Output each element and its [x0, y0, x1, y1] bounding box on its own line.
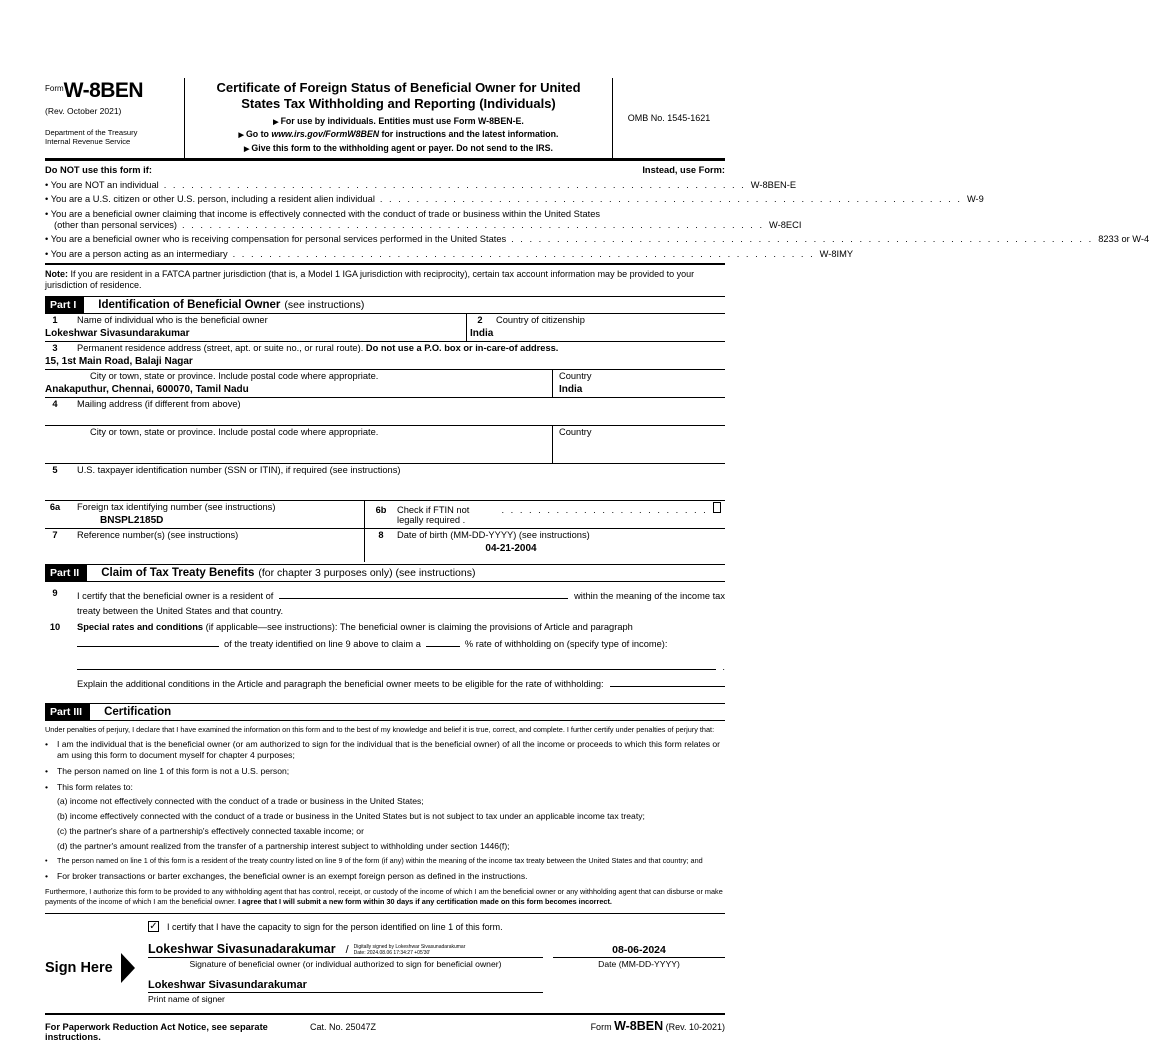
certification-subitem: (b) income effectively connected with the conduct of a trade or business in the United States but is not subject to tax under an applicable income tax treaty;	[57, 811, 645, 822]
signature-caption: Signature of beneficial owner (or individual authorized to sign for beneficial owner)	[189, 959, 502, 970]
line7-line8-row	[45, 529, 725, 562]
capacity-to-sign-label: I certify that I have the capacity to sign for the person identified on line 1 of this form.	[167, 921, 503, 932]
perjury-intro: Under penalties of perjury, I declare that I have examined the information on this form and to the best of my knowledge and belief it is true, correct, and complete. I further certify under penalties of perjury that:	[45, 724, 715, 734]
us-tin-field[interactable]	[45, 478, 725, 490]
bullet-icon: •	[45, 179, 49, 190]
redirect-form-name: W-9	[966, 194, 984, 205]
line-number: 6b	[375, 504, 387, 515]
line1-line2-row	[45, 314, 725, 342]
pointer-icon: ▶	[238, 132, 244, 140]
line5-row	[45, 464, 725, 491]
do-not-use-item: • You are NOT an individual . . . W-8BEN-E	[45, 180, 725, 190]
form-title-line1: Certificate of Foreign Status of Beneficial Owner for United	[216, 80, 581, 95]
part3-header	[45, 703, 725, 721]
signature-date-field[interactable]: 08-06-2024	[553, 942, 725, 958]
digital-signature-stamp: Digitally signed by Lokeshwar Sivasunadarakumar Date: 2024.08.06 17:34:27 +05'30'	[353, 943, 466, 957]
city-label: City or town, state or province. Include postal code where appropriate.	[90, 370, 379, 381]
form-title-block	[185, 78, 613, 158]
line-number: 10	[49, 621, 61, 632]
certification-subitem: (a) income not effectively connected with the conduct of a trade or business in the United States;	[57, 796, 424, 807]
line9-text: treaty between the United States and that country.	[77, 605, 284, 616]
beneficial-owner-name-field[interactable]: Lokeshwar Sivasundarakumar	[45, 327, 190, 339]
line7-label: Reference number(s) (see instructions)	[77, 529, 239, 540]
part3-title: Certification	[104, 705, 172, 718]
city-label: City or town, state or province. Include postal code where appropriate.	[90, 426, 379, 437]
ftin-field[interactable]: BNSPL2185D	[100, 514, 164, 526]
line8-label: Date of birth (MM-DD-YYYY) (see instructions)	[397, 529, 590, 540]
mailing-city-country-row	[45, 426, 725, 464]
citizenship-country-field[interactable]: India	[470, 327, 494, 339]
certification-bullet: • For broker transactions or barter exchanges, the beneficial owner is an exempt foreign person as defined in the instructions.	[45, 870, 528, 881]
bullet-icon: •	[45, 765, 49, 776]
bullet-icon: •	[45, 194, 49, 205]
do-not-use-section	[45, 161, 1149, 265]
redirect-form-name: W-8ECI	[769, 219, 802, 230]
article-paragraph-field[interactable]	[77, 636, 219, 647]
header-instruction-3: ▶ Give this form to the withholding agent or payer. Do not send to the IRS.	[244, 143, 553, 154]
dot-leaders	[502, 505, 708, 515]
line-number: 1	[52, 314, 58, 325]
form-title-line2: States Tax Withholding and Reporting (Individuals)	[241, 96, 556, 112]
line10-period: .	[722, 661, 725, 672]
do-not-use-item: • You are a beneficial owner who is receiving compensation for personal services performed in the United States . . . 8233 or W-4	[45, 234, 725, 244]
slash-icon: /	[345, 944, 349, 957]
line3-row	[45, 342, 725, 370]
additional-conditions-field[interactable]	[610, 676, 725, 687]
certification-subitem: (c) the partner's share of a partnership's effectively connected taxable income; or	[57, 825, 364, 836]
line6b-label: Check if FTIN not legally required .	[397, 504, 470, 525]
line6-row	[45, 500, 725, 529]
fatca-note: Note: If you are resident in a FATCA partner jurisdiction (that is, a Model 1 IGA jurisdiction with reciprocity), certain tax account information may be provided to your jurisdiction of residence.	[45, 268, 695, 291]
pointer-icon: ▶	[244, 146, 250, 154]
line10-text: (if applicable—see instructions): The beneficial owner is claiming the provisions of Article and paragraph	[203, 621, 633, 632]
form-revision: (Rev. October 2021)	[45, 106, 122, 116]
certification-bullet: • The person named on line 1 of this form is a resident of the treaty country listed on line 9 of the form (if any) within the meaning of the income tax treaty between the United States and that country; and	[45, 856, 703, 866]
line6a-label: Foreign tax identifying number (see instructions)	[77, 501, 276, 512]
pointer-icon: ▶	[273, 118, 279, 126]
withholding-rate-field[interactable]	[426, 636, 460, 647]
catalog-number: Cat. No. 25047Z	[310, 1022, 377, 1033]
sign-here-arrow-icon	[121, 953, 135, 983]
bullet-icon: •	[45, 208, 49, 219]
bullet-icon: •	[45, 781, 49, 792]
instead-use-heading: Instead, use Form:	[642, 165, 725, 176]
do-not-use-item-continuation: (other than personal services) . . . W-8ECI	[45, 220, 725, 230]
mailing-country-field[interactable]	[559, 440, 725, 452]
bullet-icon: •	[45, 234, 49, 245]
redirect-form-name: W-8IMY	[819, 248, 854, 259]
bullet-icon: •	[45, 870, 49, 881]
line-number: 2	[477, 314, 483, 325]
form-header	[45, 78, 725, 161]
part2-header: Part II Claim of Tax Treaty Benefits (for chapter 3 purposes only) (see instructions)	[45, 564, 725, 582]
part2-label: Part II	[45, 565, 87, 581]
form-identity-block	[45, 78, 185, 158]
line-number: 3	[52, 342, 58, 353]
omb-number: OMB No. 1545-1621	[627, 113, 711, 124]
bullet-icon: •	[45, 739, 49, 750]
form-word: Form	[45, 84, 64, 93]
line10-text: % rate of withholding on (specify type of income):	[464, 638, 668, 649]
line-number: 6a	[49, 501, 61, 512]
city-country-row	[45, 370, 725, 398]
form-number: W-8BEN	[63, 79, 144, 102]
country-label: Country	[559, 426, 592, 437]
line4-label: Mailing address (if different from above)	[77, 398, 241, 409]
do-not-use-heading: Do NOT use this form if:	[45, 165, 152, 176]
paperwork-notice: For Paperwork Reduction Act Notice, see separate instructions.	[45, 1022, 268, 1042]
line10-row	[45, 622, 725, 689]
print-name-field[interactable]: Lokeshwar Sivasundarakumar	[148, 979, 543, 993]
country-label: Country	[559, 370, 592, 381]
do-not-use-item: • You are a beneficial owner claiming that income is effectively connected with the conduct of trade or business within the United States	[45, 208, 601, 219]
redirect-form-name: 8233 or W-4	[1098, 234, 1149, 245]
redirect-form-name: W-8BEN-E	[750, 179, 797, 190]
line1-label: Name of individual who is the beneficial owner	[77, 314, 268, 325]
line10-bold-label: Special rates and conditions	[77, 621, 204, 632]
date-of-birth-field[interactable]: 04-21-2004	[485, 542, 537, 554]
line5-label: U.S. taxpayer identification number (SSN or ITIN), if required (see instructions)	[77, 464, 401, 475]
signature-name: Lokeshwar Sivasunadarakumar	[148, 942, 336, 957]
bullet-icon: •	[45, 248, 49, 259]
sign-here-section	[45, 913, 725, 1004]
dot-leaders	[164, 180, 746, 190]
do-not-use-item: • You are a U.S. citizen or other U.S. person, including a resident alien individual . . . W-9	[45, 194, 725, 204]
line2-label: Country of citizenship	[496, 314, 585, 325]
line4-row	[45, 398, 725, 426]
sign-here-label: Sign Here	[45, 959, 113, 976]
date-caption: Date (MM-DD-YYYY)	[598, 959, 680, 970]
treaty-country-field[interactable]	[279, 588, 568, 599]
certification-bullet: • This form relates to:	[45, 781, 133, 792]
part3-label: Part III	[45, 704, 90, 720]
do-not-use-item: • You are a person acting as an intermediary . . . W-8IMY	[45, 249, 725, 259]
dot-leaders	[380, 194, 962, 204]
certification-subitem: (d) the partner's amount realized from the transfer of a partnership interest subject to withholding under section 1446(f);	[57, 840, 510, 851]
line-number: 4	[52, 398, 58, 409]
part1-title: Identification of Beneficial Owner	[98, 298, 281, 311]
certification-bullet: • I am the individual that is the beneficial owner (or am authorized to sign for the individual that is the beneficial owner) of all the income or proceeds to which this form relates or am using this form to document myself for chapter 4 purposes;	[45, 739, 721, 761]
capacity-to-sign-checkbox[interactable]: ✓	[149, 921, 158, 933]
dot-leaders	[182, 220, 764, 230]
print-name-caption: Print name of signer	[148, 994, 225, 1005]
signature-field[interactable]	[148, 942, 543, 958]
line-number: 8	[378, 529, 384, 540]
part2-title: Claim of Tax Treaty Benefits	[101, 566, 255, 579]
income-type-field[interactable]	[77, 659, 716, 670]
line9-text: I certify that the beneficial owner is a resident of	[77, 590, 274, 601]
line-number: 9	[52, 587, 58, 598]
spacer	[45, 491, 725, 500]
mailing-address-field[interactable]	[45, 412, 725, 424]
residence-country-field[interactable]: India	[559, 383, 583, 395]
residence-address-field[interactable]: 15, 1st Main Road, Balaji Nagar	[45, 355, 193, 367]
line10-text: of the treaty identified on line 9 above to claim a	[224, 638, 421, 649]
furthermore-paragraph: Furthermore, I authorize this form to be provided to any withholding agent that has control, receipt, or custody of the income of which I am the beneficial owner or any withholding agent that can disburse or make payments of the income of which I am the beneficial owner. I agree that I will submit a new form within 30 days if any certification made on this form becomes incorrect.	[45, 887, 723, 906]
irs-url-link[interactable]: www.irs.gov/FormW8BEN	[271, 129, 380, 140]
header-instruction-2: ▶ Go to www.irs.gov/FormW8BEN for instructions and the latest information.	[238, 129, 559, 140]
part1-label: Part I	[45, 297, 84, 313]
agency-line2: Internal Revenue Service	[45, 137, 131, 147]
mailing-city-field[interactable]	[45, 440, 552, 452]
residence-city-field[interactable]: Anakaputhur, Chennai, 600070, Tamil Nadu	[45, 383, 249, 395]
line-number: 7	[52, 529, 58, 540]
bullet-icon: •	[45, 856, 48, 866]
certification-bullet: • The person named on line 1 of this form is not a U.S. person;	[45, 765, 290, 776]
agency-line1: Department of the Treasury	[45, 128, 138, 137]
line10-explain-label: Explain the additional conditions in the Article and paragraph the beneficial owner meets to be eligible for the rate of withholding:	[77, 678, 604, 689]
line9-row	[45, 588, 725, 616]
part1-header: Part I Identification of Beneficial Owner (see instructions)	[45, 296, 725, 314]
line9-text: within the meaning of the income tax	[574, 590, 725, 601]
line3-label: Permanent residence address (street, apt. or suite no., or rural route). Do not use a P.O. box or in-care-of address.	[77, 342, 559, 353]
form-footer	[45, 1013, 725, 1042]
footer-form-id: Form W-8BEN (Rev. 10-2021)	[590, 1019, 725, 1034]
dot-leaders	[233, 249, 815, 259]
line-number: 5	[52, 464, 58, 475]
reference-number-field[interactable]	[45, 543, 364, 555]
header-instruction-1: ▶ For use by individuals. Entities must use Form W-8BEN-E.	[273, 115, 524, 126]
dot-leaders	[511, 234, 1093, 244]
ftin-not-required-checkbox[interactable]	[713, 502, 721, 513]
